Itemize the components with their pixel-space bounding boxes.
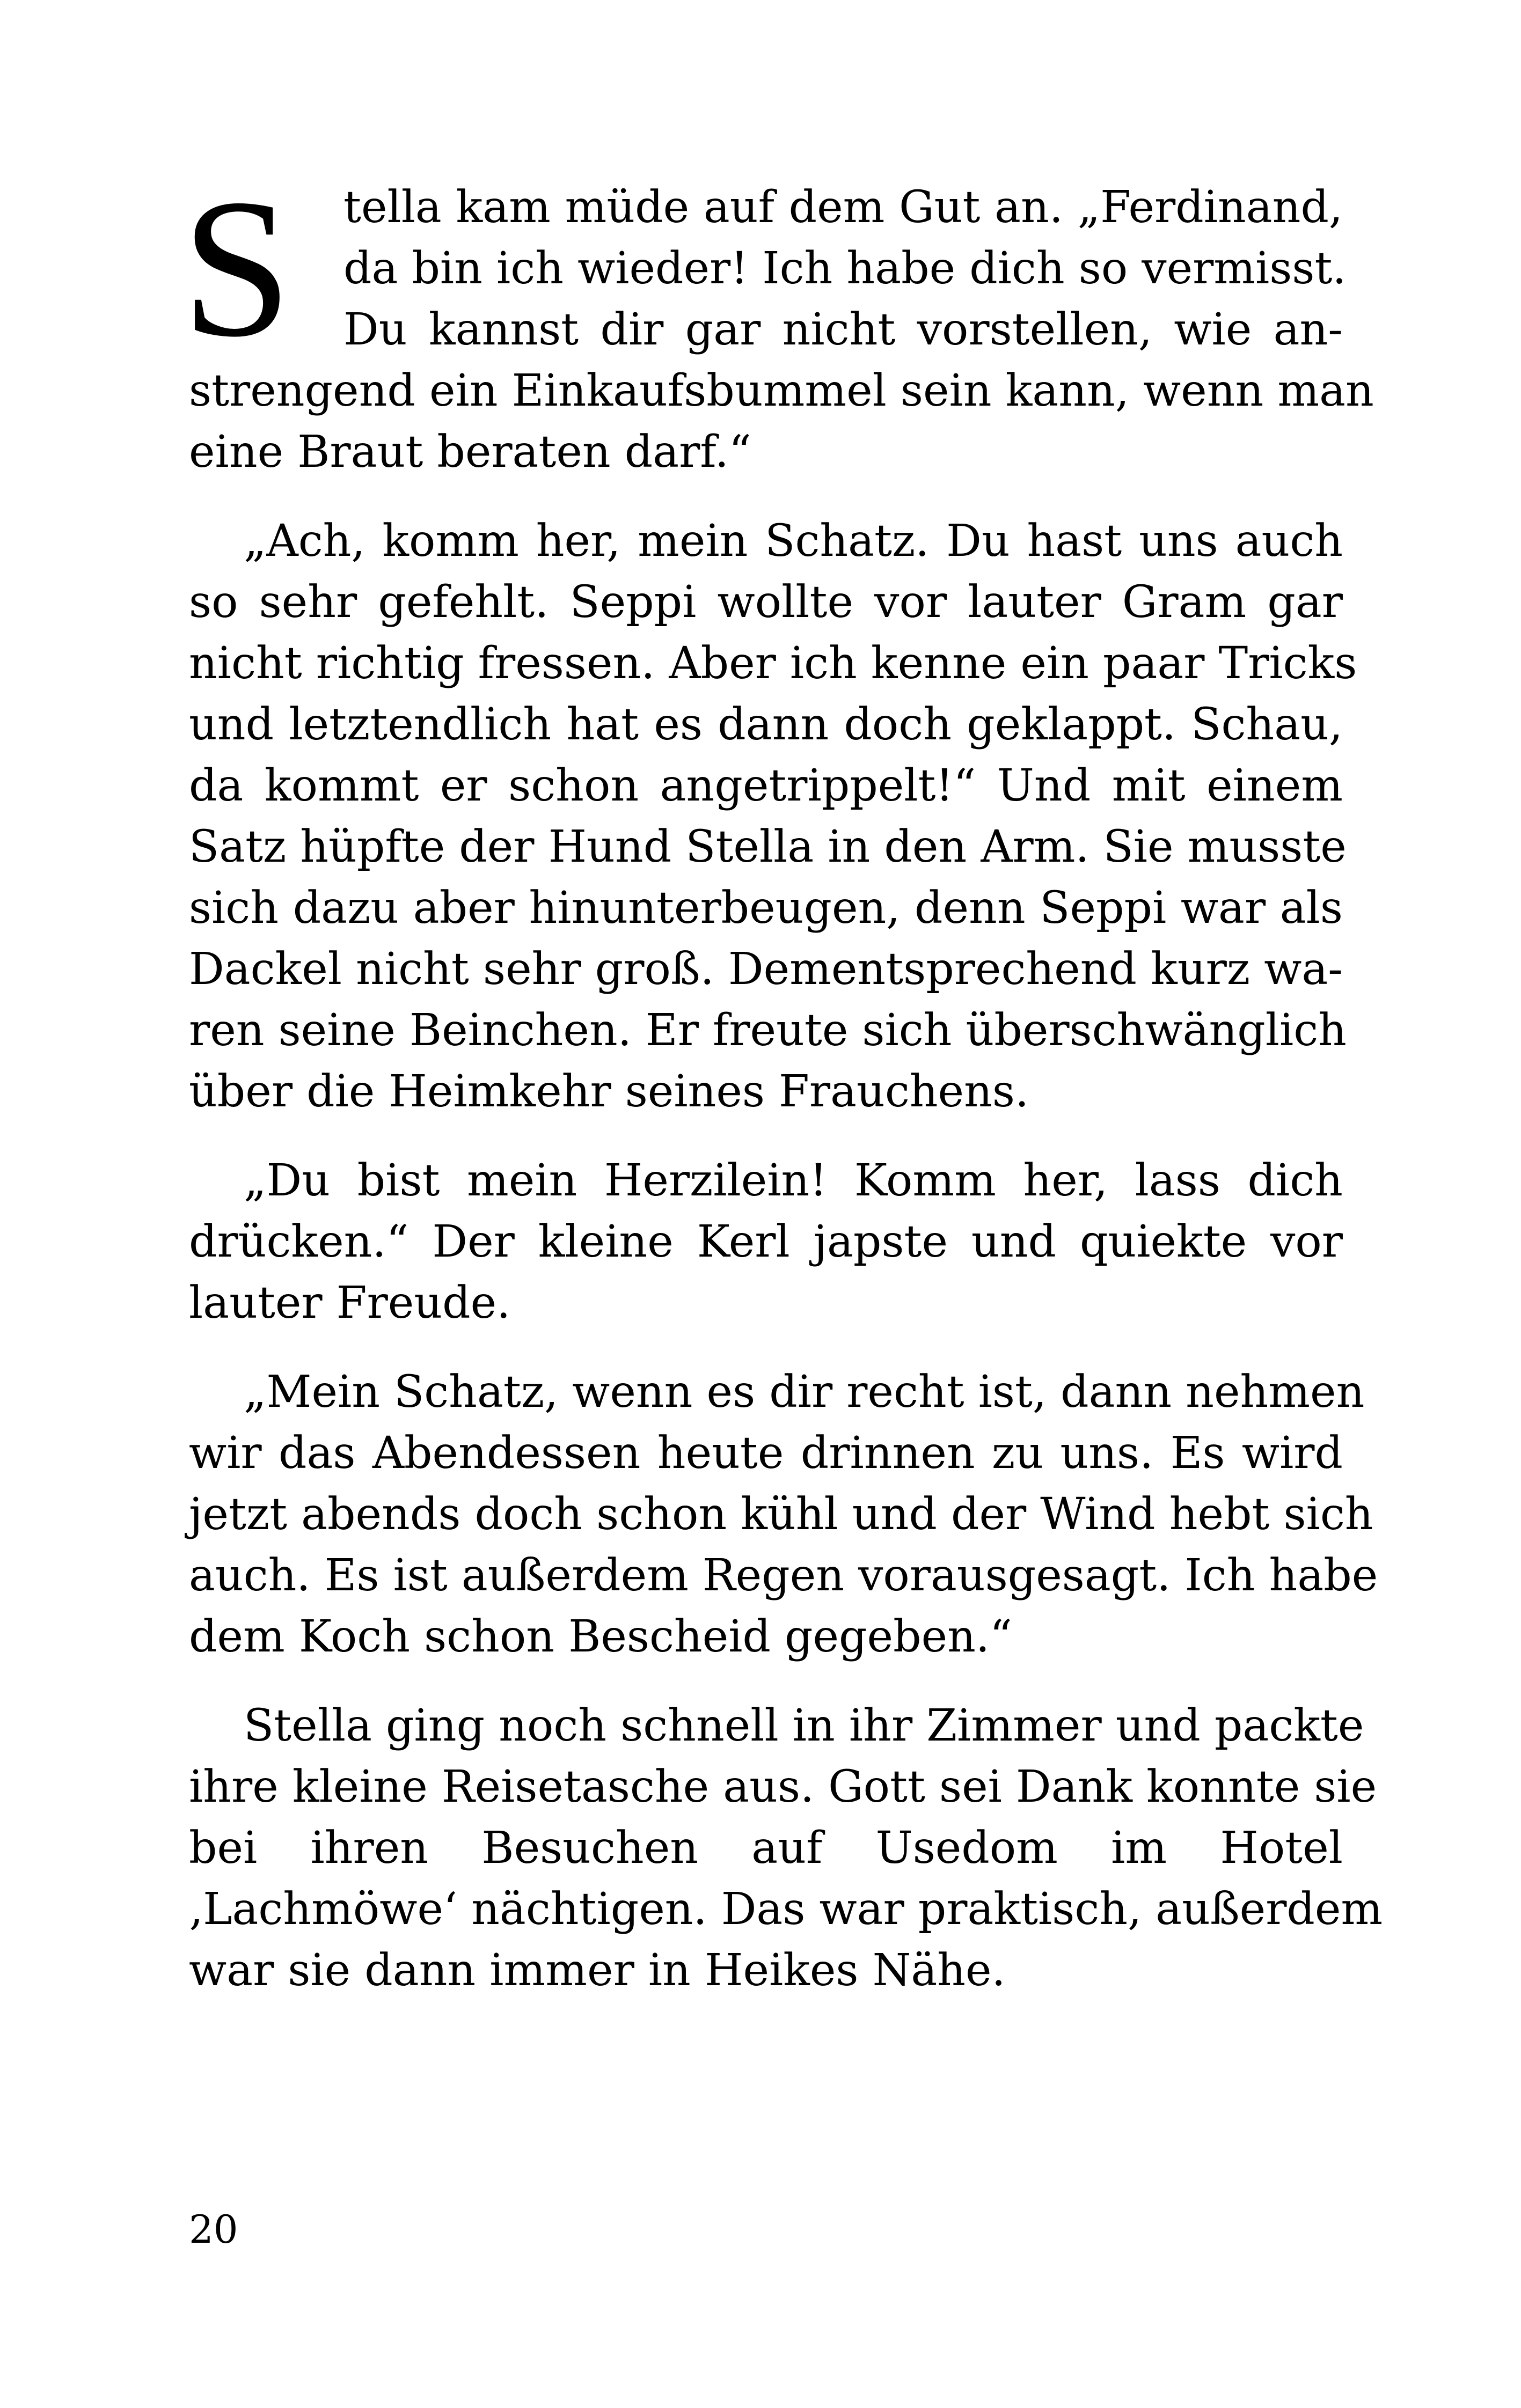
drop-cap: S (181, 158, 292, 378)
paragraph-2 (189, 511, 1357, 1122)
text-line: ‚Lachmöwe‘ nächtigen. Das war praktisch, außerdem (189, 1884, 1383, 1935)
paragraph-5 (189, 1695, 1383, 2001)
text-line: „Ach, komm her, mein Schatz. Du hast uns auch (244, 516, 1343, 567)
text-line: wir das Abendessen heute drinnen zu uns. Es wird (189, 1428, 1343, 1479)
text-line: drücken.“ Der kleine Kerl japste und quiekte vor (189, 1216, 1343, 1267)
text-line: auch. Es ist außerdem Regen vorausgesagt. Ich habe (189, 1550, 1378, 1601)
text-line: Stella ging noch schnell in ihr Zimmer und packte (244, 1700, 1364, 1751)
text-line: strengend ein Einkaufsbummel sein kann, wenn man (189, 365, 1374, 416)
text-line: da kommt er schon angetrippelt!“ Und mit einem (189, 760, 1343, 811)
text-line: und letztendlich hat es dann doch geklappt. Schau, (189, 699, 1343, 750)
text-line: Satz hüpfte der Hund Stella in den Arm. Sie musste (189, 821, 1347, 872)
text-line: war sie dann immer in Heikes Nähe. (189, 1945, 1006, 1996)
text-line: Dackel nicht sehr groß. Dementsprechend kurz wa- (189, 944, 1343, 995)
paragraph-3 (189, 1150, 1343, 1334)
paragraph-4 (189, 1362, 1378, 1668)
text-line: Du kannst dir gar nicht vorstellen, wie an- (343, 304, 1343, 355)
text-line: lauter Freude. (189, 1278, 511, 1328)
text-line: über die Heimkehr seines Frauchens. (189, 1066, 1029, 1117)
text-line: sich dazu aber hinunterbeugen, denn Seppi war als (189, 883, 1343, 934)
text-line: ihre kleine Reisetasche aus. Gott sei Dank konnte sie (189, 1761, 1377, 1812)
page-number: 20 (189, 2207, 238, 2252)
text-line: tella kam müde auf dem Gut an. „Ferdinand, (343, 182, 1343, 233)
text-line: eine Braut beraten darf.“ (189, 427, 751, 478)
text-line: dem Koch schon Bescheid gegeben.“ (189, 1611, 1012, 1662)
text-line: „Mein Schatz, wenn es dir recht ist, dann nehmen (244, 1367, 1365, 1418)
paragraph-1 (189, 177, 1374, 483)
body-text (189, 177, 1383, 2001)
text-line: „Du bist mein Herzilein! Komm her, lass dich (244, 1155, 1343, 1206)
text-line: ren seine Beinchen. Er freute sich überschwänglich (189, 1005, 1347, 1056)
text-line: da bin ich wieder! Ich habe dich so vermisst. (343, 243, 1347, 294)
text-line: nicht richtig fressen. Aber ich kenne ein paar Tricks (189, 638, 1357, 689)
text-line: jetzt abends doch schon kühl und der Wind hebt sich (189, 1489, 1373, 1540)
text-line: bei ihren Besuchen auf Usedom im Hotel (189, 1823, 1343, 1874)
text-line: so sehr gefehlt. Seppi wollte vor lauter Gram gar (189, 577, 1343, 628)
